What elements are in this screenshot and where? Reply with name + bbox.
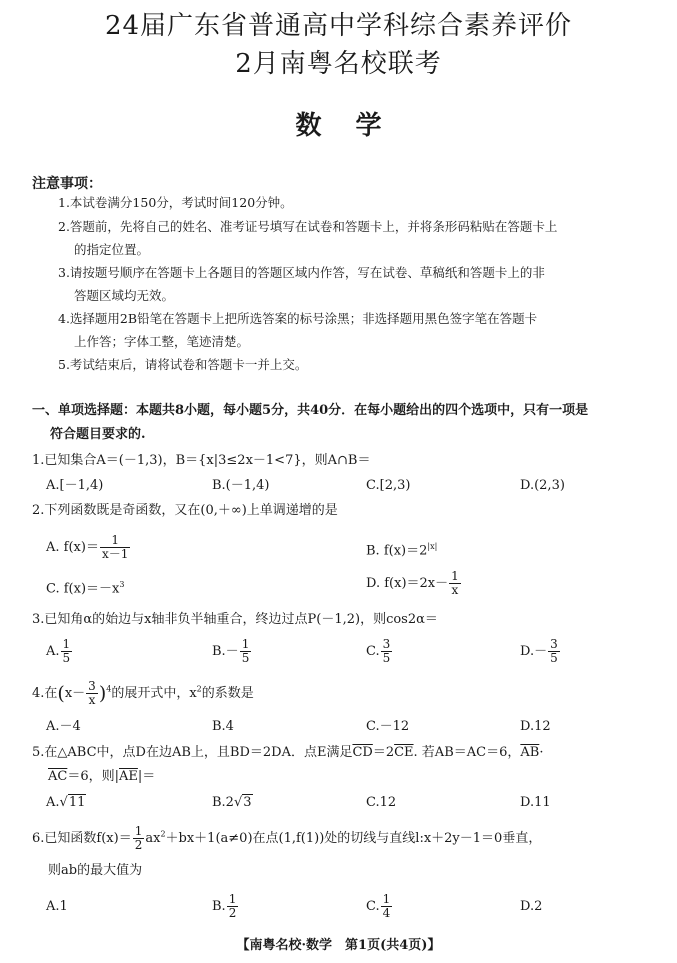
q5-stem-line1	[32, 744, 543, 762]
note-5: 5.考试结束后，请将试卷和答题卡一并上交。	[58, 357, 308, 372]
q6-exp: 2	[160, 829, 166, 839]
q6-option-b	[212, 893, 239, 920]
q5-text-b: . 若AB＝AC＝6，	[413, 745, 521, 760]
q4-option-d: D.12	[520, 719, 551, 734]
q3-stem: 3.已知角α的始边与x轴非负半轴重合，终边过点P(－1,2)，则cos2α＝	[32, 612, 438, 627]
q6-b-prefix: B.	[212, 899, 226, 914]
section-heading-cont: 符合题目要求的.	[50, 427, 146, 442]
q2-b-exp: |x|	[427, 542, 438, 551]
q3-b-prefix: B.－	[212, 644, 239, 659]
q3-d-num: 3	[550, 637, 558, 651]
q3-b-num: 1	[241, 637, 250, 651]
q6-b-num: 1	[228, 892, 237, 906]
q6-fraction	[133, 825, 145, 852]
q4-option-b: B.4	[212, 719, 234, 734]
q6-c-prefix: C.	[366, 899, 380, 914]
q5-text-a: 5.在△ABC中，点D在边AB上，且BD＝2DA．点E满足	[32, 745, 353, 760]
q6-option-a: A.1	[46, 899, 68, 914]
q2-c-exp: 3	[119, 580, 125, 589]
q4-paren-close: )	[98, 682, 107, 705]
q6-text-c: ＋bx＋1(a≠0)在点(1,f(1))处的切线与直线l:x＋2y－1＝0垂直，	[165, 831, 542, 846]
q2-d-prefix: D. f(x)＝2x－	[366, 576, 449, 591]
q5-option-a: A.√11	[46, 795, 86, 810]
q3-d-den: 5	[550, 651, 558, 665]
q5-text-d: |＝	[137, 769, 156, 784]
q3-option-d	[520, 638, 561, 665]
q5-vector-ae: $\overline{AE}$	[119, 769, 138, 784]
q4-inner: x－	[64, 686, 86, 701]
q3-option-b	[212, 638, 252, 665]
q6-c-fraction	[381, 893, 393, 920]
q5-a-prefix: A.	[46, 795, 60, 810]
note-2: 2.答题前，先将自己的姓名、准考证号填写在试卷和答题卡上，并将条形码粘贴在答题卡上	[58, 219, 558, 234]
q1-stem: 1.已知集合A＝(－1,3)，B＝{x|3≤2x－1<7}，则A∩B＝	[32, 453, 371, 468]
q3-a-num: 1	[62, 637, 71, 651]
q4-fraction	[86, 680, 98, 707]
q1-option-d: D.(2,3)	[520, 478, 565, 493]
note-4: 4.选择题用2B铅笔在答题卡上把所选答案的标号涂黑；非选择题用黑色签字笔在答题卡	[58, 311, 538, 326]
q4-prefix: 4.在	[32, 686, 58, 701]
notes-heading: 注意事项：	[32, 176, 102, 192]
q3-b-fraction	[240, 638, 252, 665]
q5-option-d: D.11	[520, 795, 551, 810]
q6-num: 1	[134, 824, 143, 838]
q2-d-num: 1	[451, 569, 459, 583]
q2-option-c	[46, 576, 124, 598]
q2-d-fraction	[449, 570, 461, 597]
q4-den: x	[88, 693, 96, 707]
q6-b-fraction	[227, 893, 239, 920]
q4-num: 3	[88, 679, 96, 693]
q4-post: 的展开式中，x	[111, 686, 197, 701]
title-line-2: 2月南粤名校联考	[235, 49, 442, 79]
q1-option-b: B.(－1,4)	[212, 478, 270, 493]
q6-stem-line2: 则ab的最大值为	[48, 863, 143, 878]
q3-c-num: 3	[382, 637, 391, 651]
q6-text-b: ax	[145, 831, 161, 846]
q5-option-c: C.12	[366, 795, 397, 810]
q5-dot: ·	[539, 745, 544, 760]
q6-b-den: 2	[228, 906, 237, 920]
note-2-cont: 的指定位置。	[74, 242, 150, 257]
section-heading: 一、单项选择题：本题共8小题，每小题5分，共40分．在每小题给出的四个选项中，只有一项是	[32, 403, 589, 418]
q6-option-d: D.2	[520, 899, 543, 914]
q5-b-radicand: 3	[243, 795, 252, 810]
q3-c-prefix: C.	[366, 644, 380, 659]
q6-den: 2	[134, 838, 143, 852]
note-3-cont: 答题区域均无效。	[74, 288, 175, 303]
q5-vector-cd: $\overline{CD}$	[352, 745, 373, 760]
q2-a-den: x－1	[101, 547, 129, 561]
q1-option-a: A.[－1,4)	[46, 478, 104, 493]
q5-vector-ce: $\overline{CE}$	[394, 745, 414, 760]
q5-a-radicand: 11	[68, 795, 86, 810]
q1-option-c: C.[2,3)	[366, 478, 411, 493]
q4-exponent: 4	[106, 684, 112, 694]
note-4-cont: 上作答；字体工整，笔迹清楚。	[74, 334, 250, 349]
q2-c-prefix: C. f(x)＝－x	[46, 581, 120, 597]
q2-option-a	[46, 534, 131, 561]
q4-option-c: C.－12	[366, 719, 410, 734]
q5-b-prefix: B.2	[212, 795, 234, 810]
q3-a-fraction	[61, 638, 73, 665]
q2-option-b	[366, 538, 437, 560]
q6-c-num: 1	[382, 892, 391, 906]
q3-d-prefix: D.－	[520, 644, 548, 659]
q5-vector-ab: $\overline{AB}$	[520, 745, 540, 760]
q6-text-a: 6.已知函数f(x)＝	[32, 831, 132, 846]
q4-option-a: A.－4	[46, 719, 81, 734]
q5-stem-line2	[48, 768, 155, 786]
note-3: 3.请按题号顺序在答题卡上各题目的答题区域内作答，写在试卷、草稿纸和答题卡上的非	[58, 265, 545, 280]
q2-stem: 2.下列函数既是奇函数，又在(0,＋∞)上单调递增的是	[32, 503, 338, 518]
q2-option-d	[366, 570, 462, 597]
q6-option-c	[366, 893, 393, 920]
q4-stem	[32, 680, 254, 707]
q3-option-a	[46, 638, 73, 665]
q4-post-exp: 2	[196, 684, 202, 694]
subject-title: 数学	[295, 111, 416, 141]
q4-end: 的系数是	[201, 686, 254, 701]
q2-b-prefix: B. f(x)＝2	[366, 543, 428, 559]
q5-option-b: B.2√3	[212, 795, 252, 810]
title-line-1: 24届广东省普通高中学科综合素养评价	[104, 11, 573, 41]
q3-a-prefix: A.	[46, 644, 60, 659]
page-footer: 【南粤名校·数学 第1页(共4页)】	[236, 938, 441, 953]
q6-stem-line1	[32, 825, 541, 852]
q3-b-den: 5	[241, 651, 250, 665]
q3-option-c	[366, 638, 393, 665]
q5-text-c: ＝6，则|	[67, 769, 119, 784]
q3-c-fraction	[381, 638, 393, 665]
q6-c-den: 4	[382, 906, 391, 920]
q2-a-fraction	[100, 534, 130, 561]
q3-c-den: 5	[382, 651, 391, 665]
q5-eq: ＝2	[372, 745, 395, 760]
q3-d-fraction	[548, 638, 560, 665]
q3-a-den: 5	[62, 651, 71, 665]
q4-paren-open: (	[57, 682, 65, 705]
q2-a-prefix: A. f(x)＝	[46, 540, 99, 555]
q2-d-den: x	[451, 583, 459, 597]
note-1: 1.本试卷满分150分，考试时间120分钟。	[58, 195, 293, 210]
q5-vector-ac: $\overline{AC}$	[48, 769, 68, 784]
q2-a-num: 1	[100, 534, 130, 548]
